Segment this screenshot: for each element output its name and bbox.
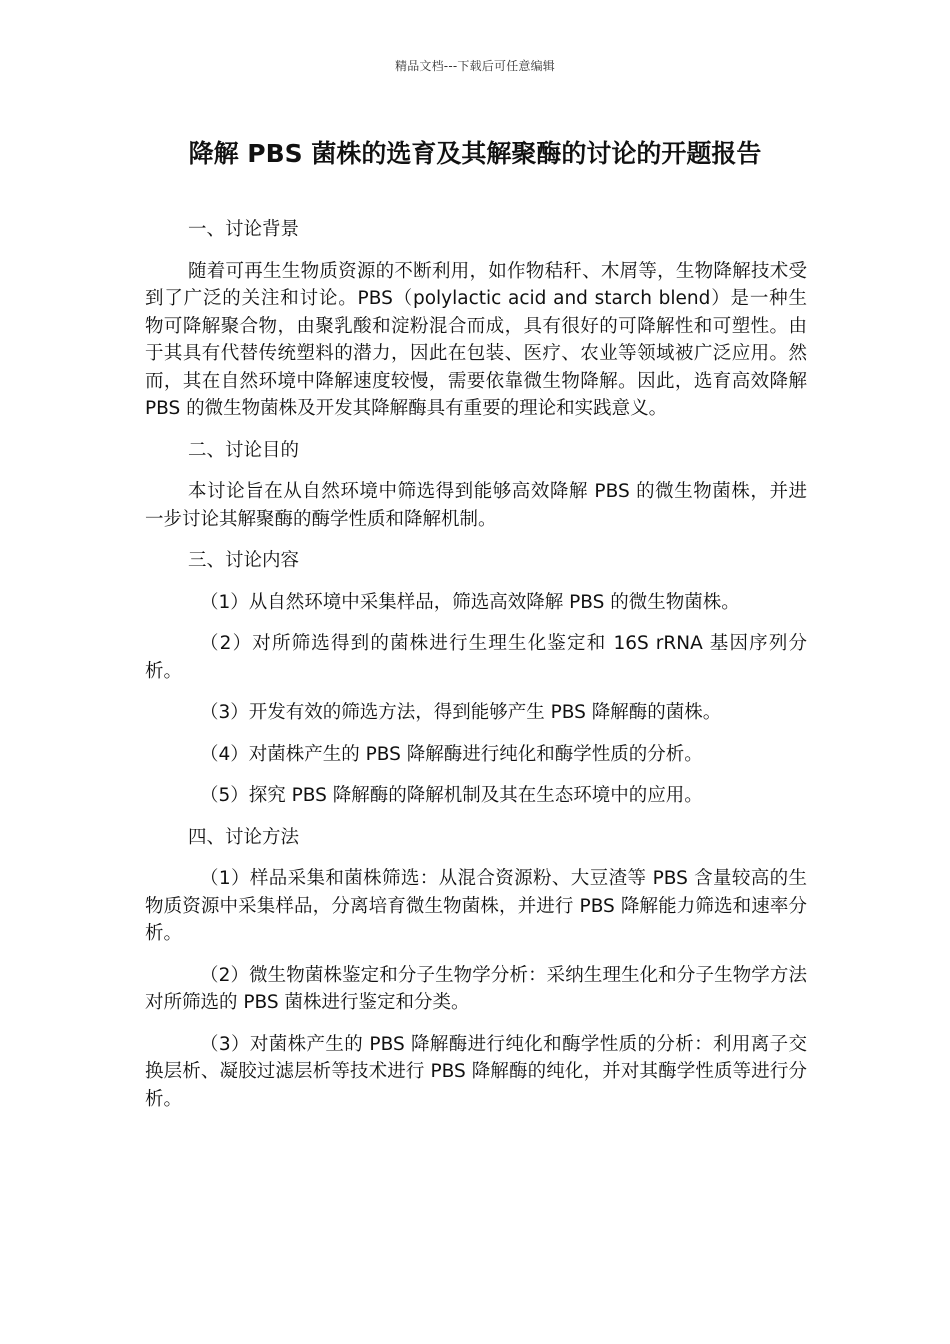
content-item-2: （2）对所筛选得到的菌株进行生理生化鉴定和 16S rRNA 基因序列分析。 xyxy=(145,633,807,682)
section-heading-background: 一、讨论背景 xyxy=(188,219,300,240)
methods-item-3: （3）对菌株产生的 PBS 降解酶进行纯化和酶学性质的分析：利用离子交换层析、凝胶过滤层析等技术进行 PBS 降解酶的纯化，并对其酶学性质等进行分析。 xyxy=(145,1033,807,1110)
page-header-note: 精品文档---下载后可任意编辑 xyxy=(395,59,555,73)
section-heading-methods: 四、讨论方法 xyxy=(188,826,300,848)
section-heading-purpose: 二、讨论目的 xyxy=(188,439,300,461)
section-heading-content: 三、讨论内容 xyxy=(188,550,300,571)
purpose-paragraph: 本讨论旨在从自然环境中筛选得到能够高效降解 PBS 的微生物菌株，并进一步讨论其解聚酶的酶学性质和降解机制。 xyxy=(145,481,807,530)
document-title: 降解 PBS 菌株的选育及其解聚酶的讨论的开题报告 xyxy=(188,139,762,168)
content-item-1: （1）从自然环境中采集样品，筛选高效降解 PBS 的微生物菌株。 xyxy=(200,591,740,613)
content-item-4: （4）对菌株产生的 PBS 降解酶进行纯化和酶学性质的分析。 xyxy=(200,743,703,765)
content-item-3: （3）开发有效的筛选方法，得到能够产生 PBS 降解酶的菌株。 xyxy=(200,702,722,723)
background-paragraph: 随着可再生生物质资源的不断利用，如作物秸秆、木屑等，生物降解技术受到了广泛的关注和讨论。PBS（polylactic acid and starch blend）是一种生物可降解聚合物，由聚乳酸和淀粉混合而成，具有很好的可降解性和可塑性。由于其具有代替传统塑料的潜力，因此在包装、医疗、农业等领域被广泛应用。然而，其在自然环境中降解速度较慢，需要依靠微生物降解。因此，选育高效降解 PBS 的微生物菌株及开发其降解酶具有重要的理论和实践意义。 xyxy=(145,260,807,419)
content-item-5: （5）探究 PBS 降解酶的降解机制及其在生态环境中的应用。 xyxy=(200,785,703,806)
document-body xyxy=(145,216,807,1127)
methods-item-2: （2）微生物菌株鉴定和分子生物学分析：采纳生理生化和分子生物学方法对所筛选的 PBS 菌株进行鉴定和分类。 xyxy=(145,964,807,1013)
methods-item-1: （1）样品采集和菌株筛选：从混合资源粉、大豆渣等 PBS 含量较高的生物质资源中采集样品，分离培育微生物菌株，并进行 PBS 降解能力筛选和速率分析。 xyxy=(145,868,807,944)
